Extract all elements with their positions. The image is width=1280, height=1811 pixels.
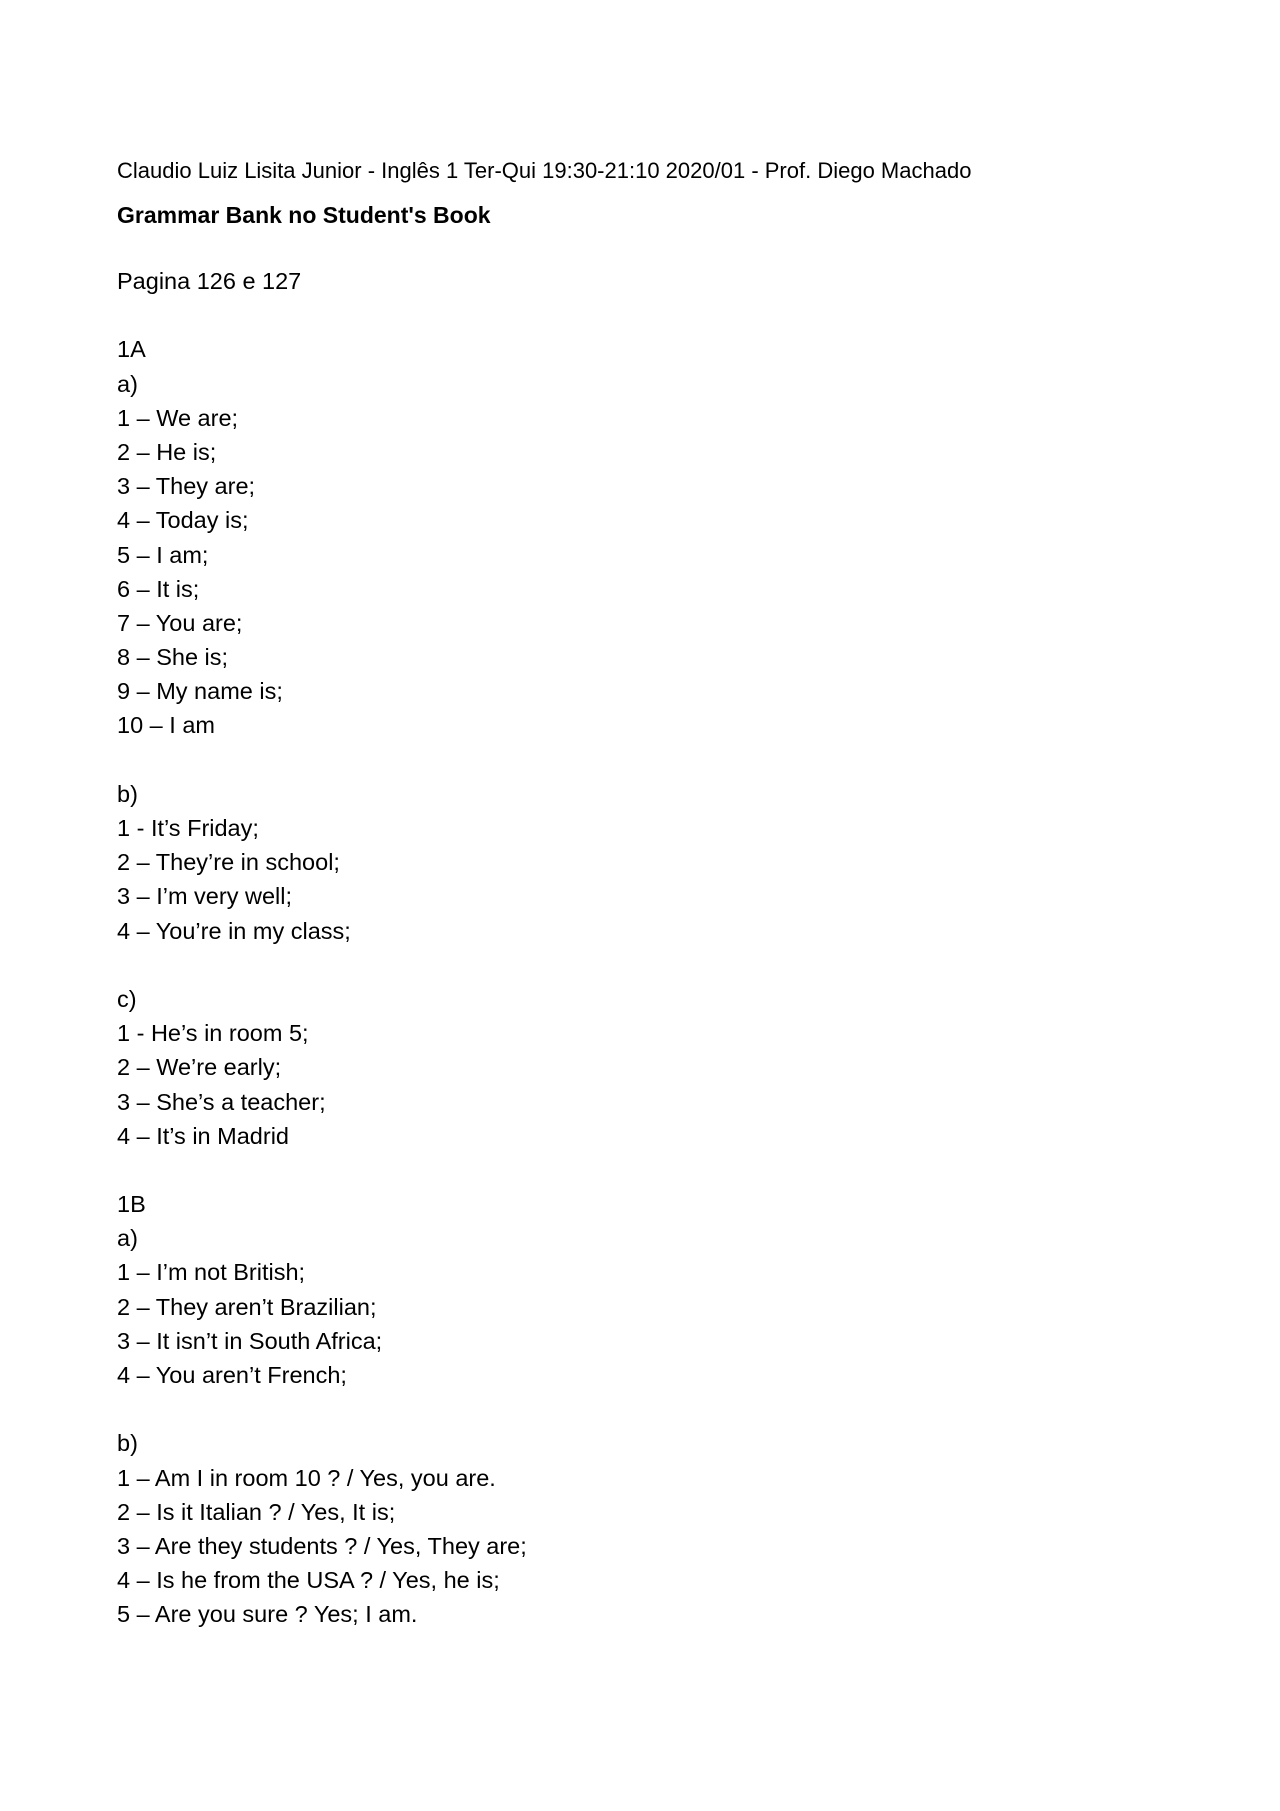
exercise-sections xyxy=(117,332,1177,1631)
answer-line: 2 – He is; xyxy=(117,438,217,465)
answer-line: 4 – Today is; xyxy=(117,507,249,534)
answer-line: 1 – We are; xyxy=(117,404,239,431)
page-reference: Pagina 126 e 127 xyxy=(117,268,302,294)
answer-line: 6 – It is; xyxy=(117,575,200,602)
answer-line: 1 - It’s Friday; xyxy=(117,815,259,842)
answer-line: 2 – Is it Italian ? / Yes, It is; xyxy=(117,1498,396,1525)
document-title: Grammar Bank no Student's Book xyxy=(117,202,491,228)
group-label: c) xyxy=(117,985,137,1012)
answer-line: 3 – She’s a teacher; xyxy=(117,1088,326,1115)
answer-line: 2 – They aren’t Brazilian; xyxy=(117,1293,377,1320)
exercise-group xyxy=(117,367,1177,743)
answer-line: 9 – My name is; xyxy=(117,678,283,705)
document-header: Claudio Luiz Lisita Junior - Inglês 1 Ter-Qui 19:30-21:10 2020/01 - Prof. Diego Machado xyxy=(117,158,972,183)
exercise-section xyxy=(117,1187,1177,1631)
group-label: b) xyxy=(117,780,138,807)
answer-line: 5 – Are you sure ? Yes; I am. xyxy=(117,1601,418,1628)
section-heading: 1A xyxy=(117,336,146,363)
answer-line: 4 – You aren’t French; xyxy=(117,1362,347,1389)
document-body xyxy=(117,156,1177,1632)
answer-line: 5 – I am; xyxy=(117,541,209,568)
group-label: b) xyxy=(117,1430,138,1457)
exercise-group xyxy=(117,1221,1177,1392)
answer-line: 4 – You’re in my class; xyxy=(117,917,351,944)
answer-line: 2 – We’re early; xyxy=(117,1054,282,1081)
answer-line: 3 – Are they students ? / Yes, They are; xyxy=(117,1532,527,1559)
answer-line: 4 – Is he from the USA ? / Yes, he is; xyxy=(117,1567,500,1594)
group-label: a) xyxy=(117,1225,138,1252)
answer-line: 4 – It’s in Madrid xyxy=(117,1122,289,1149)
answer-line: 8 – She is; xyxy=(117,644,229,671)
answer-line: 3 – I’m very well; xyxy=(117,883,292,910)
exercise-section xyxy=(117,332,1177,1153)
exercise-group xyxy=(117,777,1177,948)
answer-line: 10 – I am xyxy=(117,712,215,739)
answer-line: 3 – They are; xyxy=(117,473,256,500)
answer-line: 1 - He’s in room 5; xyxy=(117,1020,309,1047)
exercise-group xyxy=(117,982,1177,1153)
exercise-group xyxy=(117,1426,1177,1631)
answer-line: 1 – I’m not British; xyxy=(117,1259,306,1286)
answer-line: 2 – They’re in school; xyxy=(117,849,340,876)
group-label: a) xyxy=(117,370,138,397)
answer-line: 1 – Am I in room 10 ? / Yes, you are. xyxy=(117,1464,496,1491)
answer-line: 3 – It isn’t in South Africa; xyxy=(117,1327,383,1354)
section-heading: 1B xyxy=(117,1191,146,1218)
answer-line: 7 – You are; xyxy=(117,609,243,636)
